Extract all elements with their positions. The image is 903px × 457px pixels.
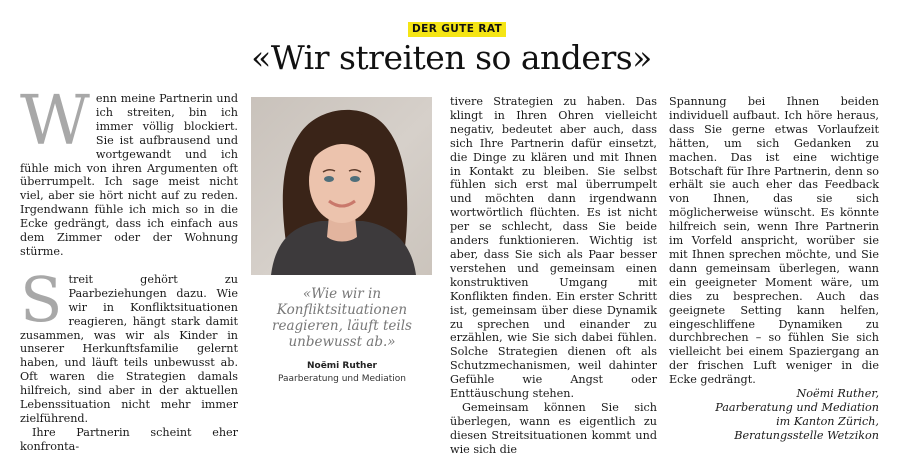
paragraph-text: treit gehört zu Paarbeziehungen dazu. Wie wir in Konfliktsituationen reagieren, hängt stark damit zusammen, was wir als Kinder in unserer Herkunftsfamilie gelernt haben, und läuft teils unbewusst ab. Oft waren die Strategien damals hilfreich, sind aber in der aktuellen Lebenssituation nicht mehr immer zielführend. xyxy=(20,272,238,425)
signature-line: Beratungsstelle Wetzikon xyxy=(734,428,879,442)
signature-line: im Kanton Zürich, xyxy=(776,414,879,428)
article-headline: «Wir streiten so anders» xyxy=(251,38,652,77)
paragraph: Ihre Partnerin scheint eher konfronta- xyxy=(20,425,238,453)
portrait-image xyxy=(251,97,432,275)
signature-line: Noëmi Ruther, xyxy=(796,387,879,401)
article-column-4 xyxy=(669,95,879,443)
article-column-3 xyxy=(450,95,657,457)
paragraph-text: enn meine Partnerin und ich streiten, bin ich immer völlig blockiert. Sie ist aufbrausend und wortgewandt und ich fühle mich von ihren Argumenten oft überrumpelt. Ich sage meist nicht viel, aber sie hört nicht auf zu reden. Irgendwann fühle ich mich so in die Ecke gedrängt, dass ich einfach aus dem Zimmer oder der Wohnung stürme. xyxy=(20,92,238,258)
quote-author: Noëmi Ruther xyxy=(306,361,377,371)
author-photo xyxy=(251,97,432,275)
paragraph xyxy=(20,262,238,426)
paragraph xyxy=(20,82,238,259)
article-column-1 xyxy=(20,82,238,454)
signature-line: Paarberatung und Mediation xyxy=(715,400,879,414)
pull-quote: «Wie wir in Konfliktsituationen reagieren, läuft teils unbewusst ab.» xyxy=(272,286,412,350)
section-kicker: DER GUTE RAT xyxy=(408,22,506,37)
paragraph: tivere Strategien zu haben. Das klingt in Ihren Ohren vielleicht negativ, bedeutet aber auch, dass sich Ihre Partnerin dafür einsetzt, die Dinge zu klären und mit Ihnen in Kontakt zu bleiben. Sie selbst fühlen sich erst mal überrumpelt und möchten dann irgendwann wortwörtlich flüchten. Es ist nicht per se schlecht, dass Sie beide anders funktionieren. Wichtig ist aber, dass Sie sich als Paar besser verstehen und gemeinsam einen konstruktiven Umgang mit Konflikten finden. Ein erster Schritt ist, gemeinsam über diese Dynamik zu sprechen und einander zu erzählen, wie Sie sich dabei fühlen. Solche Strategien dienen oft als Schutzmechanismen, weil dahinter Gefühle wie Angst oder Enttäuschung stehen. xyxy=(450,95,657,401)
quote-author-role: Paarberatung und Mediation xyxy=(278,374,406,384)
paragraph: Gemeinsam können Sie sich überlegen, wann es eigentlich zu diesen Streitsituationen kommt und wie sich die xyxy=(450,400,657,456)
drop-cap: W xyxy=(20,82,90,161)
paragraph: Spannung bei Ihnen beiden individuell aufbaut. Ich höre heraus, dass Sie gerne etwas Vorlaufzeit hätten, um sich Gedanken zu machen. Das ist eine wichtige Botschaft für Ihre Partnerin, denn so erhält sie auch eher das Feedback von Ihnen, das sie sich möglicherweise wünscht. Es könnte hilfreich sein, wenn Ihre Partnerin im Vorfeld anspricht, worüber sie mit Ihnen sprechen möchte, und Sie dann gemeinsam überlegen, wann ein geeigneter Moment wäre, um dies zu besprechen. Auch das geeignete Setting kann helfen, eingeschliffene Dynamiken zu durchbrechen – so fühlen Sie sich vielleicht bei einem Spaziergang an der frischen Luft weniger in die Ecke gedrängt. xyxy=(669,95,879,387)
drop-cap: S xyxy=(20,262,63,336)
